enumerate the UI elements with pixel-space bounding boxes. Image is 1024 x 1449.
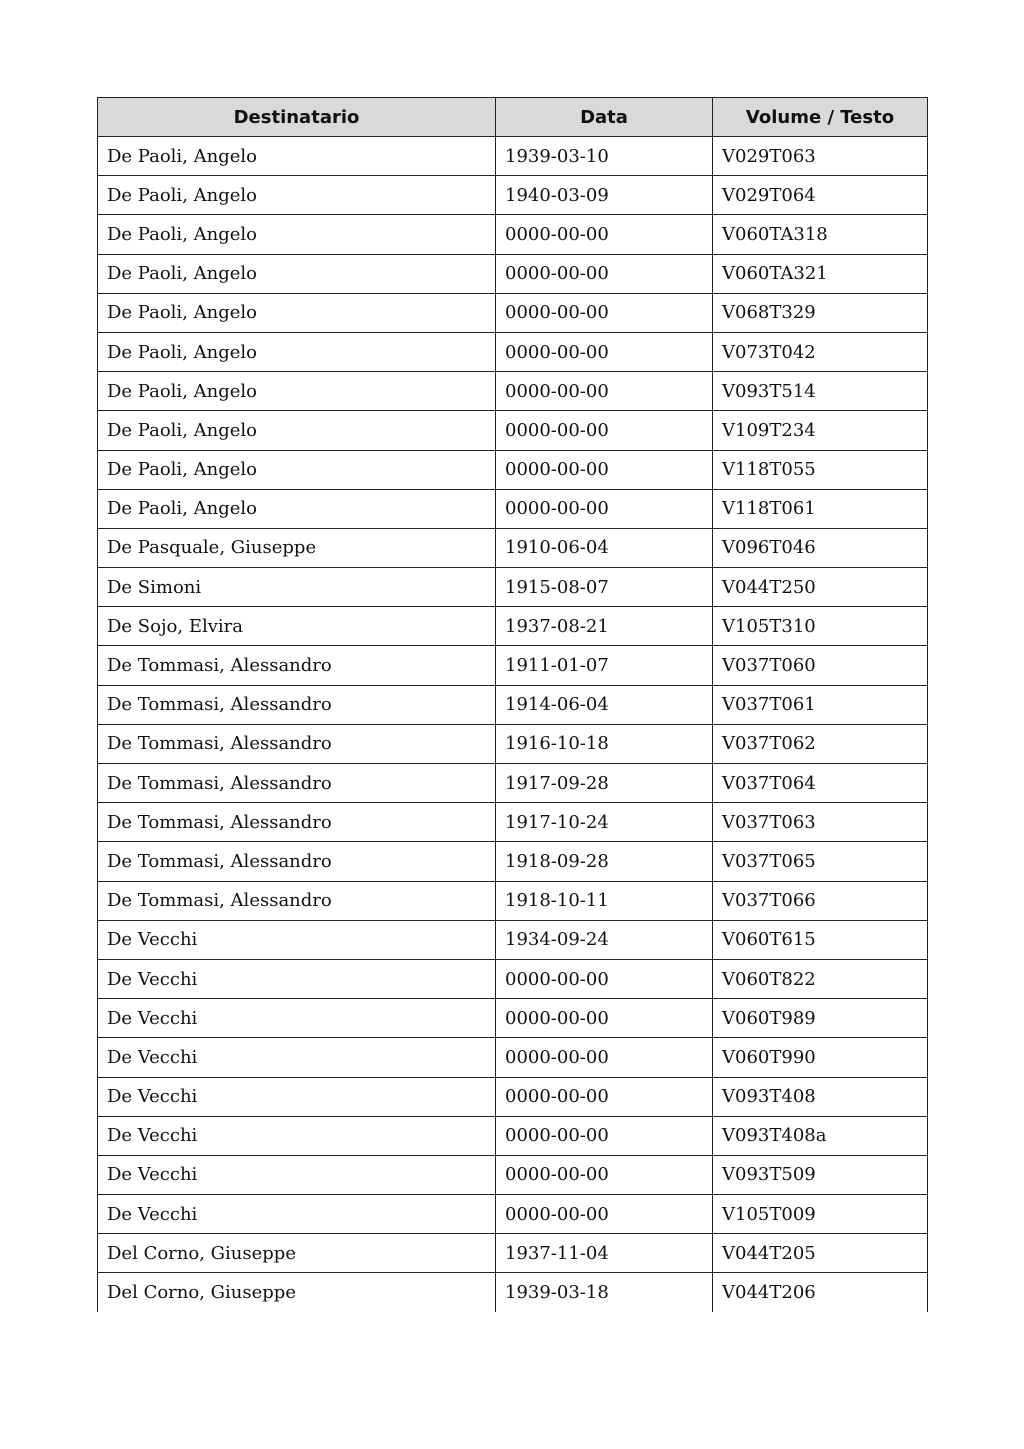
cell-data: 1918-09-28 (496, 842, 713, 881)
cell-destinatario: De Vecchi (98, 1195, 496, 1234)
cell-data: 0000-00-00 (496, 489, 713, 528)
table-row (98, 528, 928, 567)
cell-data: 0000-00-00 (496, 293, 713, 332)
cell-volume-testo: V105T310 (713, 607, 928, 646)
cell-destinatario: De Vecchi (98, 959, 496, 998)
cell-volume-testo: V109T234 (713, 411, 928, 450)
cell-destinatario: De Tommasi, Alessandro (98, 685, 496, 724)
cell-data: 0000-00-00 (496, 215, 713, 254)
cell-destinatario: De Paoli, Angelo (98, 450, 496, 489)
cell-volume-testo: V044T205 (713, 1234, 928, 1273)
table-row (98, 372, 928, 411)
cell-destinatario: De Paoli, Angelo (98, 254, 496, 293)
cell-destinatario: De Paoli, Angelo (98, 137, 496, 176)
cell-volume-testo: V029T063 (713, 137, 928, 176)
table-row (98, 1234, 928, 1273)
table-row (98, 1195, 928, 1234)
cell-volume-testo: V037T063 (713, 803, 928, 842)
cell-volume-testo: V060TA318 (713, 215, 928, 254)
header-destinatario: Destinatario (98, 98, 496, 137)
cell-data: 0000-00-00 (496, 411, 713, 450)
table-row (98, 920, 928, 959)
cell-volume-testo: V044T206 (713, 1273, 928, 1312)
cell-data: 0000-00-00 (496, 1116, 713, 1155)
cell-destinatario: De Paoli, Angelo (98, 293, 496, 332)
cell-volume-testo: V105T009 (713, 1195, 928, 1234)
cell-volume-testo: V037T066 (713, 881, 928, 920)
cell-destinatario: De Simoni (98, 568, 496, 607)
cell-destinatario: De Vecchi (98, 1155, 496, 1194)
table-row (98, 293, 928, 332)
cell-volume-testo: V060T822 (713, 959, 928, 998)
cell-data: 1939-03-10 (496, 137, 713, 176)
cell-data: 1917-09-28 (496, 764, 713, 803)
cell-volume-testo: V060T990 (713, 1038, 928, 1077)
cell-destinatario: De Sojo, Elvira (98, 607, 496, 646)
cell-data: 1918-10-11 (496, 881, 713, 920)
cell-volume-testo: V093T514 (713, 372, 928, 411)
cell-data: 1914-06-04 (496, 685, 713, 724)
cell-volume-testo: V029T064 (713, 176, 928, 215)
cell-volume-testo: V068T329 (713, 293, 928, 332)
cell-volume-testo: V037T060 (713, 646, 928, 685)
cell-volume-testo: V044T250 (713, 568, 928, 607)
cell-data: 1911-01-07 (496, 646, 713, 685)
cell-data: 0000-00-00 (496, 999, 713, 1038)
cell-destinatario: De Vecchi (98, 1038, 496, 1077)
cell-data: 0000-00-00 (496, 332, 713, 371)
cell-data: 1917-10-24 (496, 803, 713, 842)
table-row (98, 176, 928, 215)
cell-data: 1916-10-18 (496, 724, 713, 763)
table-row (98, 959, 928, 998)
cell-destinatario: De Vecchi (98, 999, 496, 1038)
table-row (98, 254, 928, 293)
table-row (98, 607, 928, 646)
table-row (98, 332, 928, 371)
cell-destinatario: De Tommasi, Alessandro (98, 646, 496, 685)
table-row (98, 137, 928, 176)
cell-data: 1934-09-24 (496, 920, 713, 959)
cell-destinatario: De Tommasi, Alessandro (98, 881, 496, 920)
cell-destinatario: De Vecchi (98, 920, 496, 959)
table-row (98, 685, 928, 724)
cell-destinatario: De Vecchi (98, 1116, 496, 1155)
cell-destinatario: Del Corno, Giuseppe (98, 1234, 496, 1273)
cell-data: 1939-03-18 (496, 1273, 713, 1312)
cell-volume-testo: V060TA321 (713, 254, 928, 293)
cell-data: 1937-11-04 (496, 1234, 713, 1273)
cell-destinatario: De Tommasi, Alessandro (98, 724, 496, 763)
cell-volume-testo: V118T055 (713, 450, 928, 489)
table-row (98, 1273, 928, 1312)
table-row (98, 450, 928, 489)
table-row (98, 1038, 928, 1077)
table-body (98, 137, 928, 1313)
cell-data: 1937-08-21 (496, 607, 713, 646)
cell-destinatario: De Paoli, Angelo (98, 489, 496, 528)
header-data: Data (496, 98, 713, 137)
cell-volume-testo: V093T408a (713, 1116, 928, 1155)
cell-destinatario: De Paoli, Angelo (98, 372, 496, 411)
cell-data: 0000-00-00 (496, 1077, 713, 1116)
table-row (98, 411, 928, 450)
cell-data: 0000-00-00 (496, 1038, 713, 1077)
cell-volume-testo: V060T989 (713, 999, 928, 1038)
cell-volume-testo: V118T061 (713, 489, 928, 528)
table-row (98, 724, 928, 763)
cell-destinatario: De Paoli, Angelo (98, 332, 496, 371)
table-row (98, 842, 928, 881)
letters-table (97, 97, 928, 1312)
cell-destinatario: De Pasquale, Giuseppe (98, 528, 496, 567)
table-row (98, 1077, 928, 1116)
cell-data: 1915-08-07 (496, 568, 713, 607)
table-row (98, 764, 928, 803)
cell-data: 0000-00-00 (496, 372, 713, 411)
cell-destinatario: De Vecchi (98, 1077, 496, 1116)
cell-volume-testo: V093T408 (713, 1077, 928, 1116)
cell-destinatario: De Tommasi, Alessandro (98, 842, 496, 881)
cell-data: 1910-06-04 (496, 528, 713, 567)
table-row (98, 999, 928, 1038)
cell-destinatario: De Paoli, Angelo (98, 176, 496, 215)
cell-volume-testo: V037T061 (713, 685, 928, 724)
cell-volume-testo: V060T615 (713, 920, 928, 959)
cell-data: 0000-00-00 (496, 450, 713, 489)
cell-data: 0000-00-00 (496, 1195, 713, 1234)
header-volume-testo: Volume / Testo (713, 98, 928, 137)
cell-data: 0000-00-00 (496, 1155, 713, 1194)
cell-data: 0000-00-00 (496, 254, 713, 293)
table-row (98, 215, 928, 254)
cell-volume-testo: V073T042 (713, 332, 928, 371)
table-row (98, 1155, 928, 1194)
cell-volume-testo: V096T046 (713, 528, 928, 567)
cell-destinatario: De Paoli, Angelo (98, 411, 496, 450)
cell-destinatario: De Paoli, Angelo (98, 215, 496, 254)
cell-destinatario: Del Corno, Giuseppe (98, 1273, 496, 1312)
table-row (98, 803, 928, 842)
cell-data: 1940-03-09 (496, 176, 713, 215)
table-row (98, 489, 928, 528)
table-header-row (98, 98, 928, 137)
table-row (98, 646, 928, 685)
cell-volume-testo: V037T062 (713, 724, 928, 763)
cell-destinatario: De Tommasi, Alessandro (98, 764, 496, 803)
cell-data: 0000-00-00 (496, 959, 713, 998)
cell-volume-testo: V037T064 (713, 764, 928, 803)
table-row (98, 881, 928, 920)
table-row (98, 1116, 928, 1155)
cell-volume-testo: V093T509 (713, 1155, 928, 1194)
table-row (98, 568, 928, 607)
cell-volume-testo: V037T065 (713, 842, 928, 881)
cell-destinatario: De Tommasi, Alessandro (98, 803, 496, 842)
